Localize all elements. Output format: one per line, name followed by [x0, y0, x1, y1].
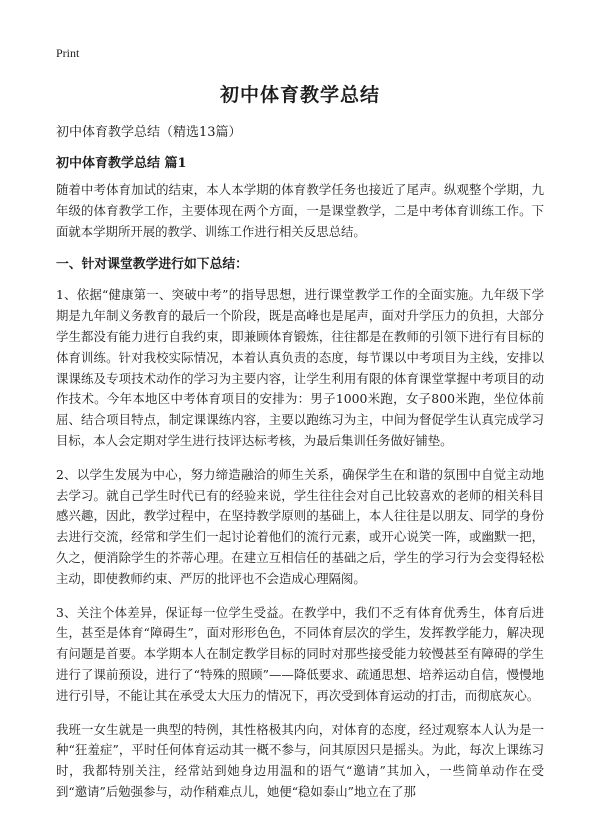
- subheading: 一、针对课堂教学进行如下总结：: [56, 257, 248, 273]
- section-title: 初中体育教学总结 篇1: [56, 156, 187, 171]
- paragraph-4: 我班一女生就是一典型的特例，其性格极其内向，对体育的态度，经过观察本人认为是一种“狂羞症”，平时任何体育运动其一概不参与，问其原因只是摇头。为此，每次上课练习时，我都特别关注，经常站到她身边用温和的语气“邀请”其加入，一些简单动作在受到“邀请”后勉强参与，动作稍难点儿，她便“稳如泰山”地立在了那: [56, 721, 544, 799]
- print-link[interactable]: Print: [56, 46, 80, 60]
- document-subtitle: 初中体育教学总结（精选13篇）: [56, 125, 242, 140]
- paragraph-3: 3、关注个体差异，保证每一位学生受益。在教学中，我们不乏有体育优秀生，体育后进生，甚至是体育“障碍生”，面对形形色色，不同体育层次的学生，发挥教学能力，解决现有问题是首要。本学期本人在制定教学目标的同时对那些接受能力较慢甚至有障碍的学生进行了课前预设，进行了“特殊的照顾”——降低要求、疏通思想、培养运动自信，慢慢地进行引导，不能让其在承受太大压力的情况下，再次受到体育运动的打击，而彻底灰心。: [56, 604, 544, 703]
- paragraph-1: 1、依据“健康第一、突破中考”的指导思想，进行课堂教学工作的全面实施。九年级下学期是九年制义务教育的最后一个阶段，既是高峰也是尾声，面对升学压力的负担，大部分学生都没有能力进行自我约束，即兼顾体育锻炼，往往都是在教师的引领下进行有目标的体育训练。针对我校实际情况，本着认真负责的态度，每节课以中考项目为主线，安排以课课练及专项技术动作的学习为主要内容，让学生利用有限的体育课堂掌握中考项目的动作技术。今年本地区中考体育项目的安排为：男子1000米跑，女子800米跑，坐位体前屈、结合项目特点，制定课课练内容，主要以跑练习为主，中间为督促学生认真完成学习目标，本人会定期对学生进行技评达标考核，为最后集训任务做好铺垫。: [56, 287, 544, 448]
- article-body: [56, 180, 544, 816]
- intro-paragraph: 随着中考体育加试的结束，本人本学期的体育教学任务也接近了尾声。纵观整个学期，九年级的体育教学工作，主要体现在两个方面，一是课堂教学，二是中考体育训练工作。下面就本学期所开展的教学、训练工作进行相关反思总结。: [56, 182, 544, 239]
- paragraph-2: 2、以学生发展为中心，努力缔造融洽的师生关系，确保学生在和谐的氛围中自觉主动地去学习。就自己学生时代已有的经验来说，学生往往会对自己比较喜欢的老师的相关科目感兴趣，因此，教学过程中，在坚持教学原则的基础上，本人往往是以朋友、同学的身份去进行交流，经常和学生们一起讨论着他们的流行元素，或开心说笑一阵，或幽默一把，久之，便消除学生的芥蒂心理。在建立互相信任的基础之后，学生的学习行为会变得轻松主动，即使教师约束、严厉的批评也不会造成心理隔阂。: [56, 466, 544, 586]
- page-title: 初中体育教学总结: [219, 84, 380, 106]
